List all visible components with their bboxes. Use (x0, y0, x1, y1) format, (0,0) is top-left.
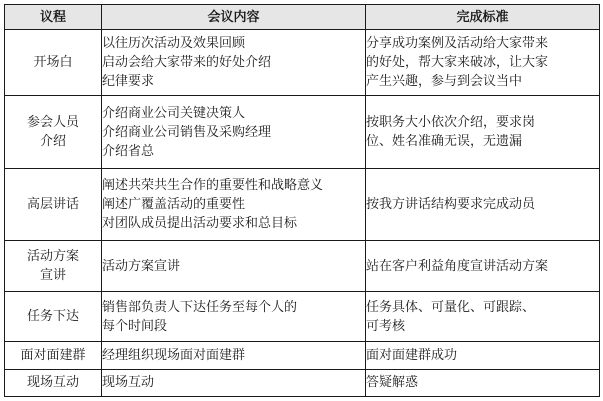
agenda-item-text: 活动方案 (26, 249, 79, 265)
standard-line: 可考核 (366, 318, 406, 334)
agenda-table (4, 4, 600, 397)
content-line: 经理组织现场面对面建群 (102, 347, 246, 363)
standard-cell (366, 96, 600, 169)
content-cell (102, 369, 366, 396)
table-row (5, 342, 600, 369)
agenda-item-text: 高层讲话 (26, 197, 79, 213)
agenda-item-text: 介绍 (39, 134, 66, 149)
table-row (5, 241, 600, 291)
content-line: 阐述共荣共生合作的重要性和战略意义 (102, 178, 324, 194)
table-row (5, 291, 600, 341)
content-line: 每个时间段 (102, 318, 168, 334)
content-cell (102, 342, 366, 369)
standard-line: 分享成功案例及活动给大家带来 (366, 36, 549, 52)
agenda-item-cell (5, 291, 102, 341)
table-header-row (5, 5, 600, 30)
standard-cell (366, 241, 600, 291)
header-agenda: 议程 (5, 5, 102, 30)
header-meeting-content: 会议内容 (102, 5, 366, 30)
agenda-item-text: 宣讲 (39, 268, 66, 284)
table-row (5, 369, 600, 396)
agenda-item-text: 参会人员 (26, 115, 79, 130)
standard-line: 产生兴趣，参与到会议当中 (366, 74, 523, 90)
header-completion-standard: 完成标准 (366, 5, 600, 30)
standard-line: 按我方讲话结构要求完成动员 (366, 197, 536, 213)
standard-line: 的好处，帮大家来破冰，让大家 (366, 55, 549, 71)
content-cell (102, 241, 366, 291)
agenda-item-cell (5, 342, 102, 369)
standard-line: 按职务大小依次介绍，要求岗 (366, 115, 536, 130)
standard-line: 站在客户利益角度宣讲活动方案 (366, 258, 549, 274)
standard-line: 面对面建群成功 (366, 347, 458, 363)
agenda-item-cell (5, 168, 102, 241)
agenda-item-cell (5, 241, 102, 291)
agenda-item-text: 任务下达 (26, 309, 79, 325)
content-line: 启动会给大家带来的好处介绍 (102, 55, 272, 71)
content-line: 介绍商业公司销售及采购经理 (102, 124, 272, 140)
content-line: 现场互动 (102, 375, 155, 391)
content-cell (102, 96, 366, 169)
content-line: 对团队成员提出活动要求和总目标 (102, 216, 298, 232)
content-line: 以往历次活动及效果回顾 (102, 36, 246, 52)
table-row (5, 168, 600, 241)
content-cell (102, 291, 366, 341)
standard-line: 答疑解惑 (366, 375, 419, 391)
standard-cell (366, 291, 600, 341)
content-line: 活动方案宣讲 (102, 258, 181, 274)
standard-cell (366, 342, 600, 369)
content-line: 阐述广覆盖活动的重要性 (102, 197, 246, 213)
standard-cell (366, 369, 600, 396)
agenda-item-text: 面对面建群 (20, 347, 86, 363)
agenda-item-cell (5, 96, 102, 169)
content-cell (102, 30, 366, 96)
content-line: 销售部负责人下达任务至每个人的 (102, 299, 298, 315)
table-row (5, 96, 600, 169)
agenda-item-text: 现场互动 (26, 375, 79, 391)
standard-cell (366, 168, 600, 241)
standard-line: 任务具体、可量化、可跟踪、 (366, 299, 536, 315)
content-line: 纪律要求 (102, 74, 155, 90)
agenda-item-text: 开场白 (33, 55, 73, 71)
content-cell (102, 168, 366, 241)
content-line: 介绍商业公司关键决策人 (102, 105, 246, 121)
content-line: 介绍省总 (102, 143, 155, 159)
agenda-item-cell (5, 30, 102, 96)
agenda-item-cell (5, 369, 102, 396)
table-row (5, 30, 600, 96)
standard-line: 位、姓名准确无误，无遗漏 (366, 134, 523, 149)
standard-cell (366, 30, 600, 96)
